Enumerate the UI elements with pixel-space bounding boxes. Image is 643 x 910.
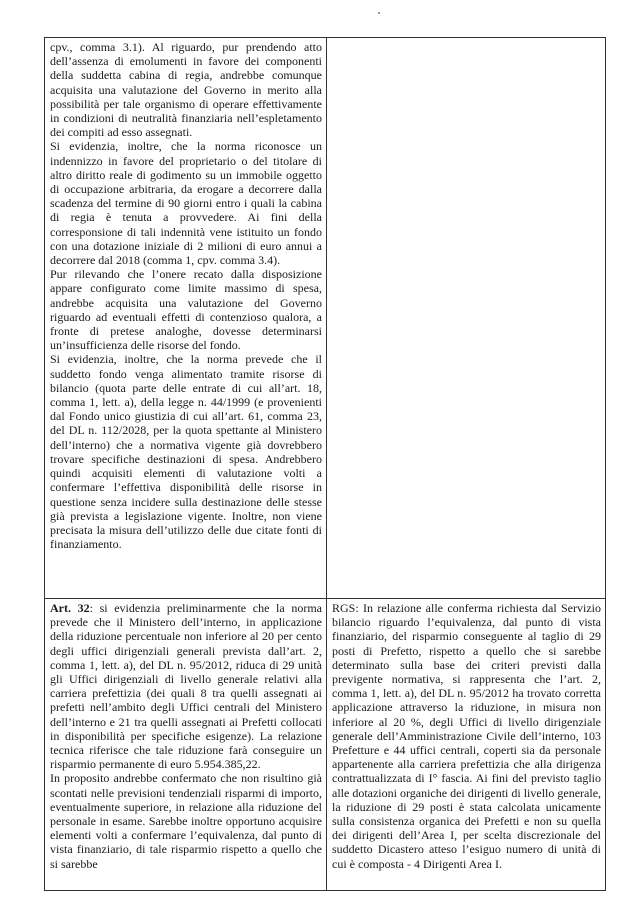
right-cell-response bbox=[327, 599, 606, 891]
left-cell-article bbox=[45, 599, 327, 891]
right-cell-empty bbox=[327, 38, 606, 599]
paragraph: cpv., comma 3.1). Al riguardo, pur prendendo atto dell’assenza di emolumenti in favore dei componenti della suddetta cabina di regia, andrebbe comunque acquisita una valutazione del Governo in merito alla possibilità per tale organismo di operare effettivamente in condizioni di neutralità finanziaria nell’espletamento dei compiti ad esso assegnati. bbox=[50, 40, 322, 140]
paragraph bbox=[50, 601, 322, 771]
paragraph: Si evidenzia, inoltre, che la norma prevede che il suddetto fondo venga alimentato tramite risorse di bilancio (quota parte delle entrate di cui all’art. 18, comma 1, lett. a), della legge n. 44/1999 (e provenienti dal Fondo unico giustizia di cui all’art. 61, comma 23, del DL n. 112/2028, per la quota spettante al Ministero dell’interno) che a normativa vigente già dovrebbero trovare specifiche destinazioni di spesa. Andrebbero quindi acquisiti elementi di valutazione volti a confermare l’effettiva disponibilità delle risorse in questione senza incidere sulla destinazione delle stesse già prevista a legislazione vigente. Inoltre, non viene precisata la misura dell’utilizzo delle due citate fonti di finanziamento. bbox=[50, 352, 322, 552]
paragraph: In proposito andrebbe confermato che non risultino già scontati nelle previsioni tendenziali risparmi di importo, eventualmente superiore, in relazione alla riduzione del personale in esame. Sarebbe inoltre opportuno acquisire elementi volti a confermare l’equivalenza, dal punto di vista finanziario, di tale risparmio rispetto a quello che si sarebbe bbox=[50, 771, 322, 871]
article-label: Art. 32 bbox=[50, 601, 90, 615]
paragraph: Pur rilevando che l’onere recato dalla disposizione appare configurato come limite massimo di spesa, andrebbe acquisita una valutazione del Governo riguardo ad eventuali effetti di contenzioso qualora, a fronte di pretese analoghe, dovesse determinarsi un’insufficienza delle risorse del fondo. bbox=[50, 267, 322, 353]
table-row bbox=[45, 38, 606, 599]
left-cell-observations bbox=[45, 38, 327, 599]
comparison-table bbox=[44, 37, 606, 891]
article-text: : si evidenzia preliminarmente che la norma prevede che il Ministero dell’interno, in applicazione della riduzione percentuale non inferiore al 20 per cento degli uffici dirigenziali generali prevista dall’art. 2, comma 1, lett. a), del DL n. 95/2012, riduca di 29 unità gli Uffici dirigenziali di livello generale relativi alla carriera prefettizia (dei quali 8 tra quelli assegnati ai prefetti nell’ambito degli Uffici centrali del Ministero dell’interno e 21 tra quelli assegnati ai Prefetti collocati in disponibilità per specifiche esigenze). La relazione tecnica riferisce che tale riduzione farà conseguire un risparmio permanente di euro 5.954.385,22. bbox=[50, 601, 322, 772]
paragraph: RGS: In relazione alle conferma richiesta dal Servizio bilancio riguardo l’equivalenza, dal punto di vista finanziario, del risparmio conseguente al taglio di 29 posti di Prefetto, rispetto a quello che si sarebbe determinato sulla base dei criteri previsti dalla previgente normativa, si rappresenta che l’art. 2, comma 1, lett. a), del DL n. 95/2012 ha trovato corretta applicazione attraverso la riduzione, in misura non inferiore al 20 %, degli Uffici di livello dirigenziale generale dell’Amministrazione Civile dell’interno, 103 Prefetture e 44 uffici centrali, coperti sia da personale appartenente alla carriera prefettizia che alla dirigenza contrattualizzata di I° fascia. Ai fini del previsto taglio alle dotazioni organiche dei dirigenti di livello generale, la riduzione di 29 posti è stata calcolata unicamente sulla consistenza organica dei Prefetti e non su quella dei dirigenti dell’Area I, per scelta discrezionale del suddetto Dicastero atteso l’esiguo numero di unità di cui è composta - 4 Dirigenti Area I. bbox=[332, 601, 602, 871]
table-row bbox=[45, 599, 606, 891]
scan-speck bbox=[378, 12, 380, 14]
paragraph: Si evidenzia, inoltre, che la norma riconosce un indennizzo in favore del proprietario o del titolare di altro diritto reale di godimento su un immobile oggetto di occupazione arbitraria, da erogare a decorrere dalla scadenza del termine di 90 giorni entro i quali la cabina di regia è tenuta a provvedere. Ai fini della corresponsione di tali indennità vene istituito un fondo con una dotazione iniziale di 2 milioni di euro annui a decorrere dal 2018 (comma 1, cpv. comma 3.4). bbox=[50, 139, 322, 268]
